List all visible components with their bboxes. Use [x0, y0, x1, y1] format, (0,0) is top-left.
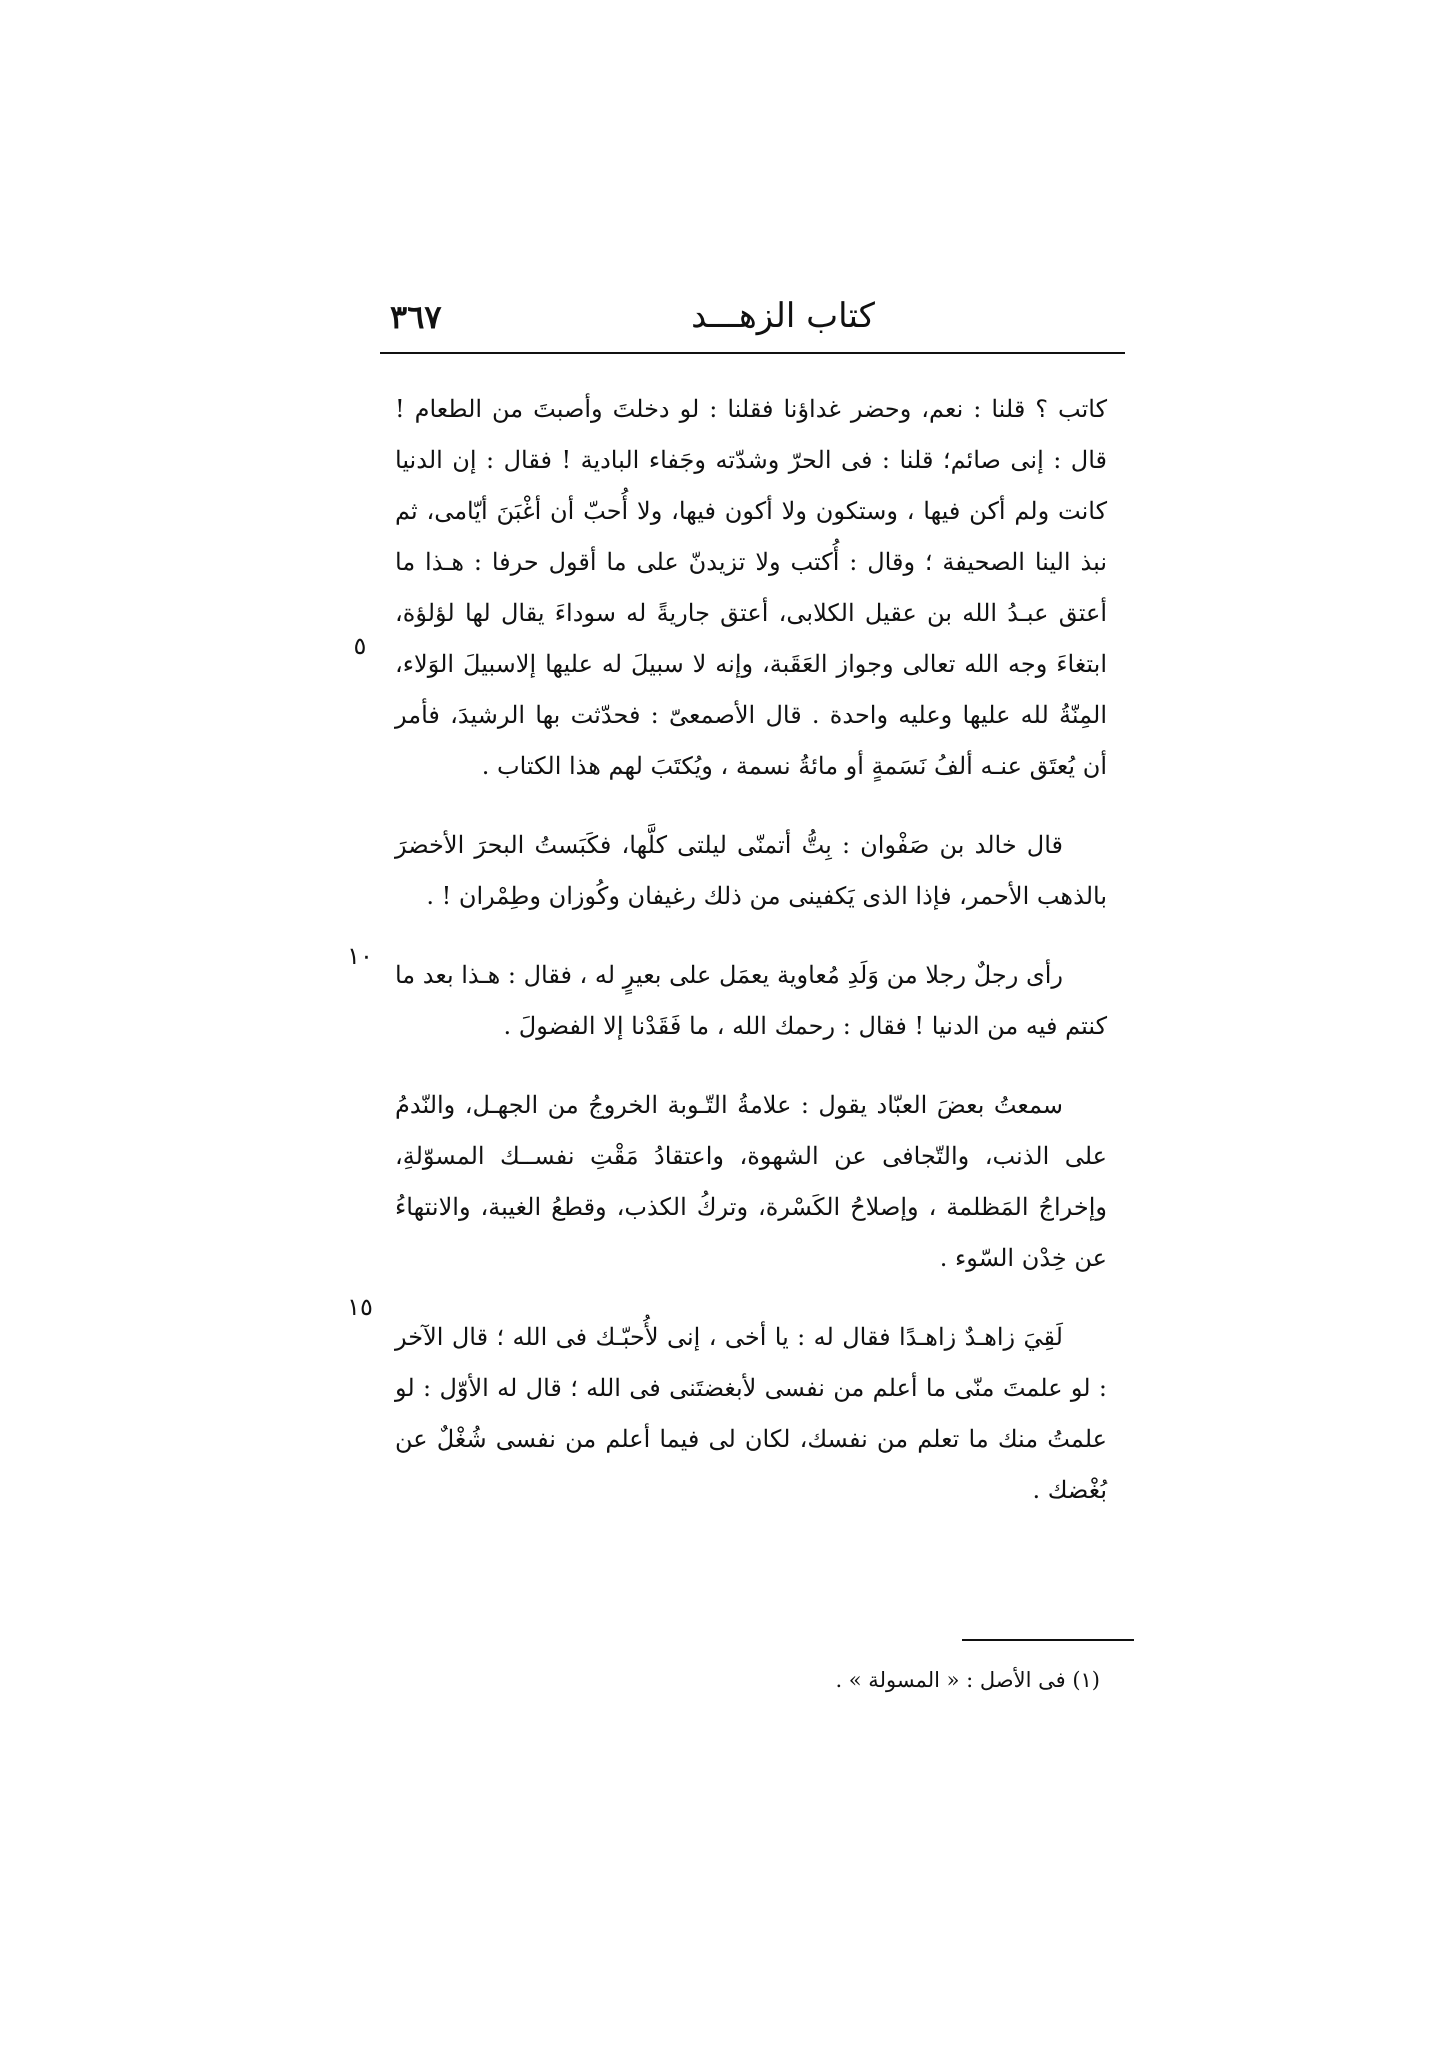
running-title: كتاب الزهـــد — [691, 296, 875, 336]
header-rule — [380, 352, 1125, 354]
paragraph-1: كاتب ؟ قلنا : نعم، وحضر غداؤنا فقلنا : لو دخلتَ وأصبتَ من الطعام ! قال : إنى صائم؛ قلنا : فى الحرّ وشدّته وجَفاء البادية ! فقال : إن الدنيا كانت ولم أكن فيها ، وستكون ولا أكون فيها، ولا أُحبّ أن أغْبَنَ أيّامى، ثم نبذ الينا الصحيفة ؛ وقال : أُكتب ولا تزيدنّ على ما أقول حرفا : هـذا ما أعتق عبـدُ الله بن عقيل الكلابى، أعتق جاريةً له سوداءَ يقال لها لؤلؤة، ابتغاءَ وجه الله تعالى وجواز العَقَبة، وإنه لا سبيلَ له عليها إلاسبيلَ الوَلاء، المِنّةُ لله عليها وعليه واحدة . قال الأصمعىّ : فحدّثت بها الرشيدَ، فأمر أن يُعتَق عنـه ألفُ نَسَمةٍ أو مائةُ نسمة ، ويُكتَبَ لهم هذا الكتاب . — [395, 395, 1108, 780]
paragraph-3: رأى رجلٌ رجلا من وَلَدِ مُعاوية يعمَل على بعيرٍ له ، فقال : هـذا بعد ما كنتم فيه من الدنيا ! فقال : رحمك الله ، ما فَقَدْنا إلا الفضولَ . — [394, 961, 1107, 1040]
paragraph-4: سمعتُ بعضَ العبّاد يقول : علامةُ التّـوبة الخروجُ من الجهـل، والنّدمُ على الذنب، والتّجافى عن الشهوة، واعتقادُ مَقْتِ نفســك المسوّلةِ، وإخراجُ المَظلمة ، وإصلاحُ الكَسْرة، وتركُ الكذب، وقطعُ الغيبة، والانتهاءُ عن خِدْن السّوء . — [395, 1091, 1107, 1272]
footnote: (١) فى الأصل : « المسولة » . — [835, 1668, 1100, 1692]
line-number-15: ١٥ — [347, 1293, 373, 1321]
paragraph-5: لَقِيَ زاهـدٌ زاهـدًا فقال له : يا أخى ، إنى لأُحبّـك فى الله ؛ قال الآخر : لو علمتَ منّى ما أعلم من نفسى لأبغضتَنى فى الله ؛ قال له الأوّل : لو علمتُ منك ما تعلم من نفسك، لكان لى فيما أعلم من نفسى شُغْلٌ عن بُغْضك . — [395, 1323, 1107, 1504]
footnote-rule — [962, 1639, 1134, 1641]
line-number-5: ٥ — [353, 632, 367, 660]
main-text — [395, 384, 1107, 1544]
line-number-10: ١٠ — [347, 942, 373, 970]
running-header — [380, 290, 1125, 352]
page-number: ٣٦٧ — [390, 298, 442, 336]
paragraph-2: قال خالد بن صَفْوان : بِتُّ أتمنّى ليلتى كلَّها، فكَبَستُ البحرَ الأخضرَ بالذهب الأحمر، فإذا الذى يَكفينى من ذلك رغيفان وكُوزان وطِمْران ! . — [395, 831, 1107, 910]
